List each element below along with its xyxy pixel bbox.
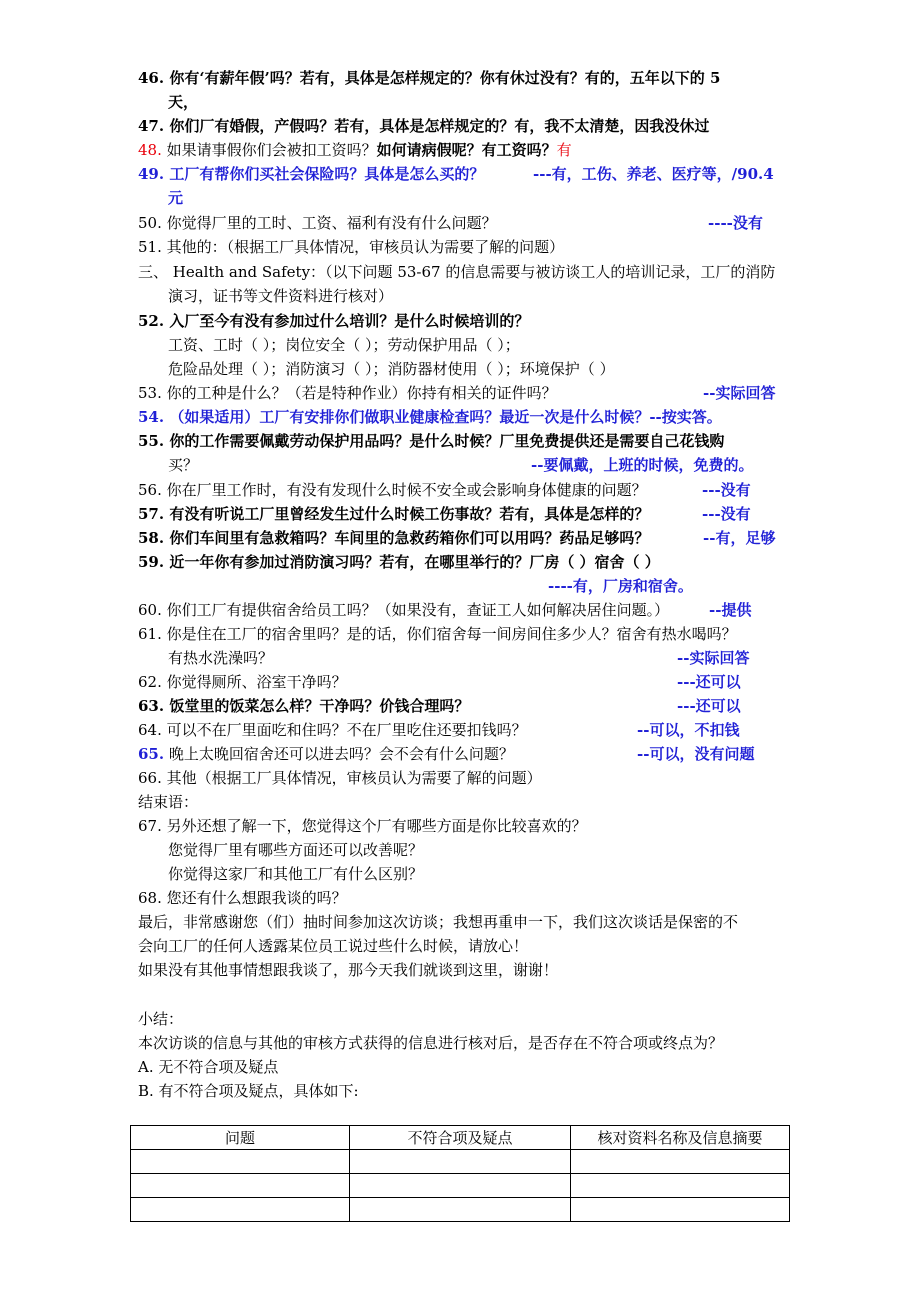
- question-64-answer: --可以，不扣钱: [637, 721, 740, 739]
- question-59: 59. 近一年你有参加过消防演习吗？若有，在哪里举行的？厂房（ ）宿舍（ ）: [138, 553, 660, 571]
- question-55-line-2: 买？: [168, 456, 199, 474]
- summary-question: 本次访谈的信息与其他的审核方式获得的信息进行核对后，是否存在不符合项或终点为？: [138, 1034, 724, 1052]
- question-60-answer: --提供: [709, 601, 752, 619]
- question-57-answer: ---没有: [702, 505, 751, 523]
- section-3-heading-line-2: 演习，证书等文件资料进行核对）: [168, 287, 394, 305]
- question-48-text: 如果请事假你们会被扣工资吗？: [166, 141, 377, 159]
- question-67-line-3: 你觉得这家厂和其他工厂有什么区别？: [168, 865, 424, 883]
- question-66: 66. 其他（根据工厂具体情况，审核员认为需要了解的问题）: [138, 769, 542, 787]
- question-63-answer: ---还可以: [677, 697, 741, 715]
- summary-option-b: B. 有不符合项及疑点，具体如下:: [138, 1082, 359, 1100]
- question-56: 56. 你在厂里工作时，有没有发现什么时候不安全或会影响身体健康的问题？: [138, 481, 647, 499]
- findings-table: [130, 1125, 790, 1222]
- closing-paragraph-1-line-2: 会向工厂的任何人透露某位员工说过些什么时候，请放心！: [138, 937, 529, 955]
- summary-option-a: A. 无不符合项及疑点: [138, 1058, 279, 1076]
- table-cell[interactable]: [131, 1198, 350, 1222]
- question-51: 51. 其他的：（根据工厂具体情况，审核员认为需要了解的问题）: [138, 238, 565, 256]
- question-64: 64. 可以不在厂里面吃和住吗？不在厂里吃住还要扣钱吗？: [138, 721, 527, 739]
- question-61-line-2: 有热水洗澡吗？: [168, 649, 274, 667]
- question-52: 52. 入厂至今有没有参加过什么培训？是什么时候培训的？: [138, 312, 530, 330]
- question-59-answer: ----有，厂房和宿舍。: [548, 577, 693, 595]
- question-47: 47. 你们厂有婚假，产假吗？若有，具体是怎样规定的？有，我不太清楚，因我没休过: [138, 117, 710, 135]
- table-cell[interactable]: [350, 1198, 571, 1222]
- table-header-row: [131, 1126, 790, 1150]
- question-56-answer: ---没有: [702, 481, 751, 499]
- question-52-options-1: 工资、工时（ ）；岗位安全（ ）；劳动保护用品（ ）；: [168, 336, 520, 354]
- question-50-answer: ----没有: [708, 214, 763, 232]
- question-65-text: 晚上太晚回宿舍还可以进去吗？会不会有什么问题？: [168, 745, 514, 763]
- table-cell[interactable]: [350, 1150, 571, 1174]
- table-header-cell: 不符合项及疑点: [350, 1126, 571, 1150]
- question-65-answer: --可以，没有问题: [637, 745, 755, 763]
- table-cell[interactable]: [571, 1150, 790, 1174]
- question-46-line-1: 46. 你有‘有薪年假’吗？若有，具体是怎样规定的？你有休过没有？有的，五年以下的 5: [138, 69, 721, 87]
- question-55: 55. 你的工作需要佩戴劳动保护用品吗？是什么时候？厂里免费提供还是需要自己花钱购: [138, 432, 725, 450]
- question-48-number: 48.: [138, 141, 162, 159]
- question-49-line-2: 元: [168, 189, 184, 207]
- closing-paragraph-1: 最后，非常感谢您（们）抽时间参加这次访谈；我想再重申一下，我们这次谈话是保密的不: [138, 913, 739, 931]
- question-52-options-2: 危险品处理（ ）；消防演习（ ）；消防器材使用（ ）；环境保护（ ）: [168, 360, 615, 378]
- question-61-answer: --实际回答: [677, 649, 750, 667]
- question-58: 58. 你们车间里有急救箱吗？车间里的急救药箱你们可以用吗？药品足够吗？: [138, 529, 650, 547]
- question-61: 61. 你是住在工厂的宿舍里吗？是的话，你们宿舍每一间房间住多少人？宿舍有热水喝吗？: [138, 625, 737, 643]
- question-48: [138, 138, 572, 162]
- question-67: 67. 另外还想了解一下，您觉得这个厂有哪些方面是你比较喜欢的？: [138, 817, 587, 835]
- question-50: 50. 你觉得厂里的工时、工资、福利有没有什么问题？: [138, 214, 497, 232]
- table-cell[interactable]: [131, 1150, 350, 1174]
- table-row: [131, 1150, 790, 1174]
- question-68: 68. 您还有什么想跟我谈的吗？: [138, 889, 347, 907]
- question-62-answer: ---还可以: [677, 673, 741, 691]
- table-cell[interactable]: [350, 1174, 571, 1198]
- question-62: 62. 你觉得厕所、浴室干净吗？: [138, 673, 347, 691]
- question-65-number: 65.: [138, 745, 165, 763]
- question-65: [138, 742, 514, 766]
- question-53-answer: --实际回答: [703, 384, 776, 402]
- question-63: 63. 饭堂里的饭菜怎么样？干净吗？价钱合理吗？: [138, 697, 470, 715]
- table-cell[interactable]: [571, 1174, 790, 1198]
- question-55-answer: --要佩戴，上班的时候，免费的。: [531, 456, 754, 474]
- table-cell[interactable]: [131, 1174, 350, 1198]
- summary-heading: 小结：: [138, 1010, 184, 1028]
- question-67-line-2: 您觉得厂里有哪些方面还可以改善呢？: [168, 841, 424, 859]
- question-54: 54. （如果适用）工厂有安排你们做职业健康检查吗？最近一次是什么时候？--按实答。: [138, 408, 722, 426]
- table-cell[interactable]: [571, 1198, 790, 1222]
- closing-paragraph-2: 如果没有其他事情想跟我谈了，那今天我们就谈到这里，谢谢！: [138, 961, 559, 979]
- table-header-cell: 问题: [131, 1126, 350, 1150]
- question-49-answer: ---有，工伤、养老、医疗等，/90.4: [533, 165, 774, 183]
- question-48-text-b: 如何请病假呢？有工资吗？: [376, 141, 557, 159]
- question-58-answer: --有，足够: [703, 529, 776, 547]
- question-57: 57. 有没有听说工厂里曾经发生过什么时候工伤事故？若有，具体是怎样的？: [138, 505, 650, 523]
- question-48-answer: 有: [556, 141, 572, 159]
- closing-heading: 结束语：: [138, 793, 199, 811]
- question-53: 53. 你的工种是什么？（若是特种作业）你持有相关的证件吗？: [138, 384, 557, 402]
- table-row: [131, 1198, 790, 1222]
- question-60: 60. 你们工厂有提供宿舍给员工吗？（如果没有，查证工人如何解决居住问题。）: [138, 601, 670, 619]
- section-3-heading: 三、 Health and Safety：（以下问题 53-67 的信息需要与被访谈工人的培训记录，工厂的消防: [138, 263, 776, 281]
- table-row: [131, 1174, 790, 1198]
- question-46-line-2: 天，: [168, 93, 199, 111]
- table-header-cell: 核对资料名称及信息摘要: [571, 1126, 790, 1150]
- question-49: 49. 工厂有帮你们买社会保险吗？具体是怎么买的？: [138, 165, 485, 183]
